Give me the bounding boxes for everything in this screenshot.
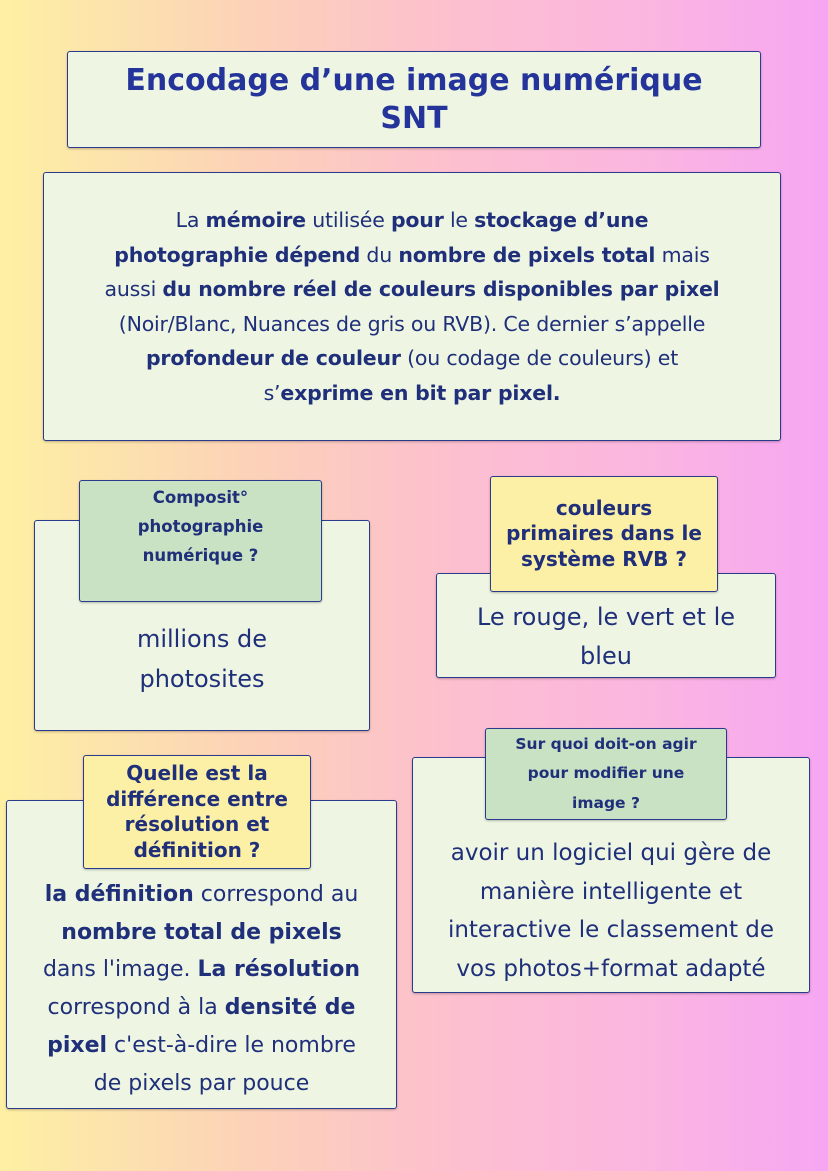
page-subtitle: SNT (380, 100, 448, 136)
card-difference-question: Quelle est la différence entre résolution et définition ? (83, 755, 311, 869)
card-modify-answer: avoir un logiciel qui gère de manière intelligente et interactive le classement de vos photos+format adapté (447, 840, 775, 982)
intro-text: La mémoire utilisée pour le stockage d’une photographie dépend du nombre de pixels total mais aussi du nombre réel de couleurs disponibles par pixel (Noir/Blanc, Nuances de gris ou RVB). Ce dernier s’appelle profondeur de couleur (ou codage de couleurs) et s’exprime en bit par pixel. (104, 208, 720, 405)
card-difference-answer: la définition correspond au nombre total de pixels dans l'image. La résolution correspond à la densité de pixel c'est-à-dire le nombre de pixels par pouce (42, 882, 361, 1096)
card-modify-question: Sur quoi doit-on agir pour modifier une image ? (485, 728, 727, 820)
card-composition-question: Composit° photographie numérique ? (79, 480, 322, 602)
title-box (67, 51, 761, 148)
page-title: Encodage d’une image numérique (125, 62, 703, 98)
card-rvb-answer: Le rouge, le vert et le bleu (476, 603, 735, 670)
intro-box (43, 172, 781, 441)
card-composition-answer: millions de photosites (136, 625, 268, 693)
card-rvb-question: couleurs primaires dans le système RVB ? (490, 476, 718, 592)
